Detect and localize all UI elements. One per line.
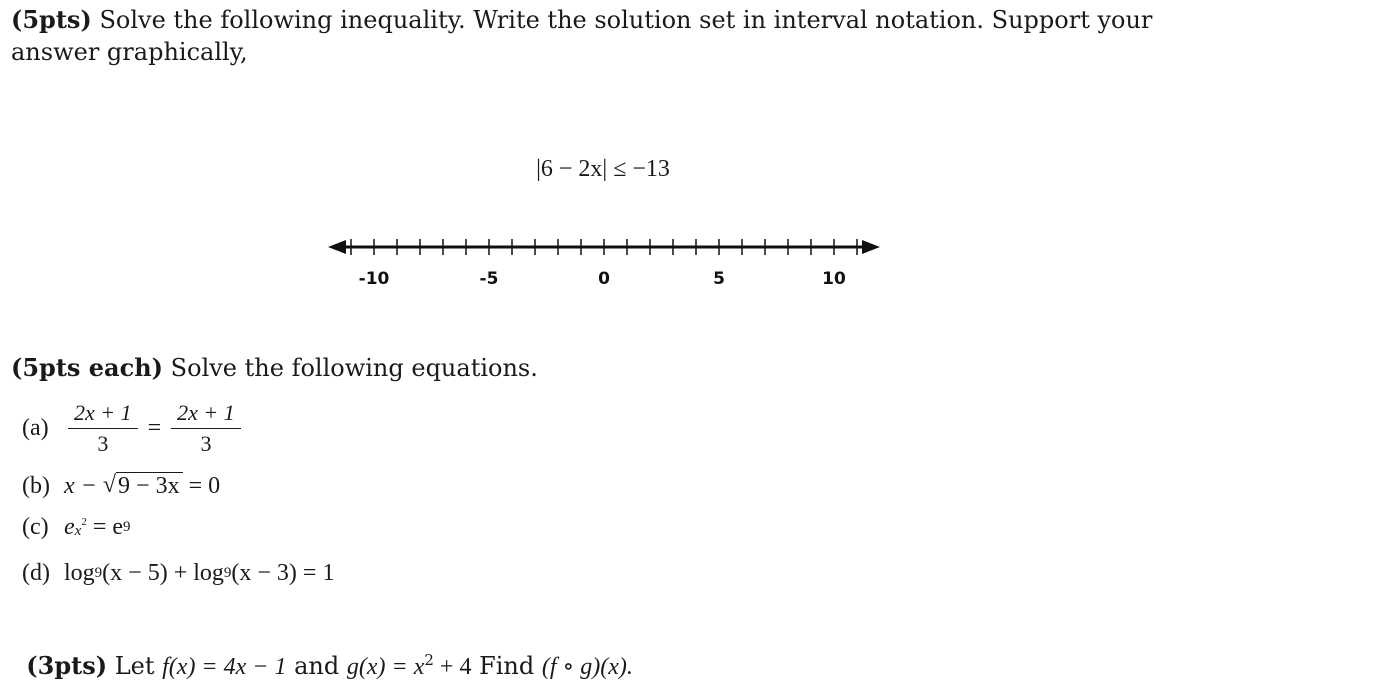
eq-a-fraction-right <box>171 400 241 457</box>
eq-a-equals: = <box>147 415 162 441</box>
q3-g-lhs: g(x) = x <box>346 654 425 680</box>
eq-c-exp-exp: 2 <box>81 515 87 528</box>
q3-text-let: Let <box>114 652 163 680</box>
q3-text-find: Find <box>471 652 542 680</box>
equation-d <box>22 560 334 587</box>
eq-b-radicand: 9 − 3x <box>116 472 183 500</box>
eq-d-arg1: (x − 5) + <box>102 560 194 586</box>
number-line-label: 0 <box>598 269 610 289</box>
eq-b-rhs: = 0 <box>182 472 221 499</box>
eq-a-fraction-left <box>68 400 138 457</box>
q3-text-and: and <box>286 652 347 680</box>
eq-c-exp-base: x <box>74 522 82 539</box>
q3-g-exp: 2 <box>424 651 434 669</box>
eq-d-sub1: 9 <box>94 565 103 581</box>
number-line-label: 10 <box>822 269 846 289</box>
equation-a <box>22 400 245 457</box>
q2-points: (5pts each) <box>11 353 164 382</box>
eq-b-lhs: x − <box>64 472 103 499</box>
eq-c-base: e <box>64 514 75 540</box>
eq-a-den-right: 3 <box>200 431 212 456</box>
eq-c-rhs: = e <box>86 514 124 540</box>
inequality: |6 − 2x| ≤ −13 <box>536 156 670 182</box>
q3-g-rhs: + 4 <box>433 654 472 680</box>
equation-b <box>22 472 220 500</box>
eq-a-den-left: 3 <box>97 431 109 456</box>
q1-points: (5pts) <box>11 5 92 34</box>
eq-a-label: (a) <box>22 415 49 441</box>
eq-d-log1: log <box>64 560 95 586</box>
eq-a-num-right: 2x + 1 <box>171 400 241 429</box>
q2-prompt: Solve the following equations. <box>170 354 538 382</box>
eq-d-sub2: 9 <box>223 565 232 581</box>
question-2 <box>11 352 538 384</box>
eq-a-num-left: 2x + 1 <box>68 400 138 429</box>
eq-c-label: (c) <box>22 514 49 540</box>
eq-d-label: (d) <box>22 560 50 586</box>
number-line-label: 5 <box>713 269 725 289</box>
number-line <box>318 230 890 292</box>
q3-f: f(x) = 4x − 1 <box>162 654 287 680</box>
number-line-label: -5 <box>479 269 499 289</box>
eq-d-arg2: (x − 3) = 1 <box>231 560 335 586</box>
question-1 <box>11 4 1231 68</box>
eq-d-log2: log <box>193 560 224 586</box>
eq-c-rhs-exp: 9 <box>123 519 131 535</box>
q1-prompt: Solve the following inequality. Write the solution set in interval notation. Support your answer graphically, <box>11 6 1153 66</box>
eq-b-sqrt: √ 9 − 3x <box>103 472 183 500</box>
number-line-label: -10 <box>358 269 390 289</box>
q3-points: (3pts) <box>26 651 108 680</box>
equation-c <box>22 514 131 541</box>
question-3 <box>11 612 633 683</box>
right-arrow-icon <box>862 240 880 254</box>
q3-composition: (f ∘ g)(x). <box>541 654 633 680</box>
left-arrow-icon <box>328 240 346 254</box>
eq-b-label: (b) <box>22 472 50 499</box>
